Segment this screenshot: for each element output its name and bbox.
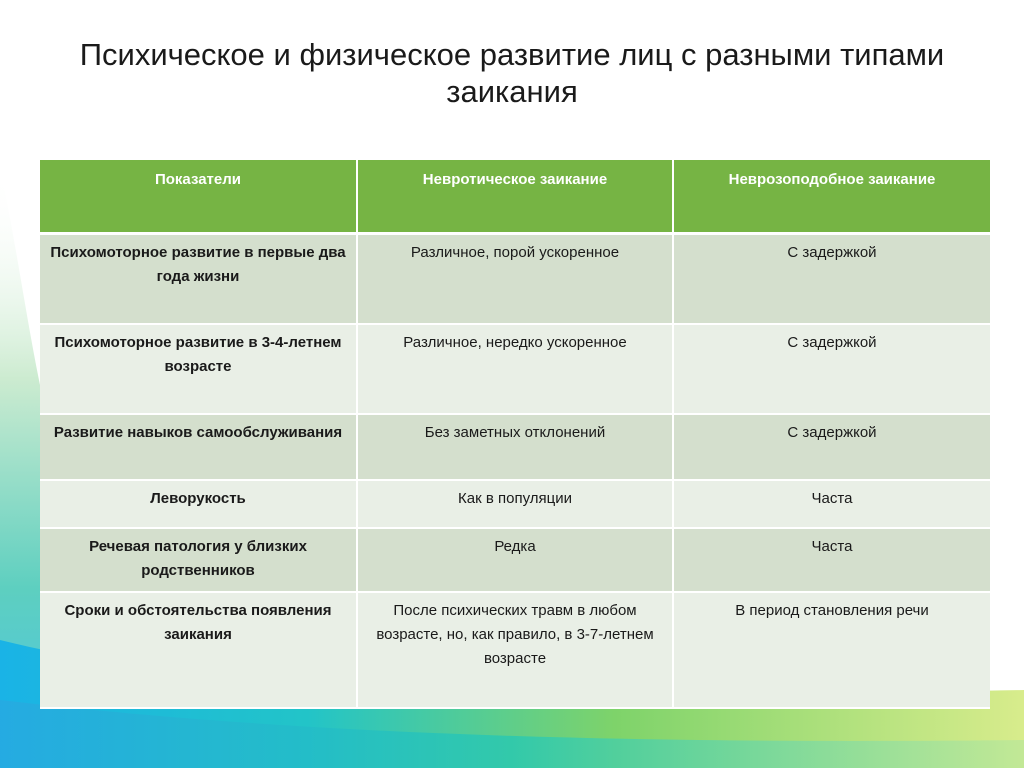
row-label: Развитие навыков самообслуживания (40, 414, 357, 480)
cell-neurosis-like: С задержкой (673, 414, 990, 480)
row-label: Речевая патология у близких родственников (40, 528, 357, 592)
cell-neurosis-like: С задержкой (673, 324, 990, 414)
table-row (40, 324, 990, 414)
table-row (40, 592, 990, 708)
cell-neurotic: Различное, нередко ускоренное (357, 324, 673, 414)
cell-neurosis-like: С задержкой (673, 234, 990, 325)
table-row (40, 480, 990, 528)
cell-neurosis-like: Часта (673, 528, 990, 592)
header-neurotic: Невротическое заикание (357, 160, 673, 234)
header-indicators: Показатели (40, 160, 357, 234)
comparison-table (40, 160, 990, 709)
cell-neurosis-like: В период становления речи (673, 592, 990, 708)
table-row (40, 528, 990, 592)
slide-title: Психическое и физическое развитие лиц с разными типами заикания (79, 37, 945, 109)
cell-neurotic: Как в популяции (357, 480, 673, 528)
cell-neurotic: Редка (357, 528, 673, 592)
table-row (40, 414, 990, 480)
header-neurosis-like: Неврозоподобное заикание (673, 160, 990, 234)
row-label: Леворукость (40, 480, 357, 528)
table-header-row (40, 160, 990, 234)
cell-neurosis-like: Часта (673, 480, 990, 528)
row-label: Психомоторное развитие в первые два года жизни (40, 234, 357, 325)
cell-neurotic: Без заметных отклонений (357, 414, 673, 480)
row-label: Сроки и обстоятельства появления заикания (40, 592, 357, 708)
row-label: Психомоторное развитие в 3-4-летнем возрасте (40, 324, 357, 414)
cell-neurotic: Различное, порой ускоренное (357, 234, 673, 325)
table-row (40, 234, 990, 325)
cell-neurotic: После психических травм в любом возрасте, но, как правило, в 3-7-летнем возрасте (357, 592, 673, 708)
